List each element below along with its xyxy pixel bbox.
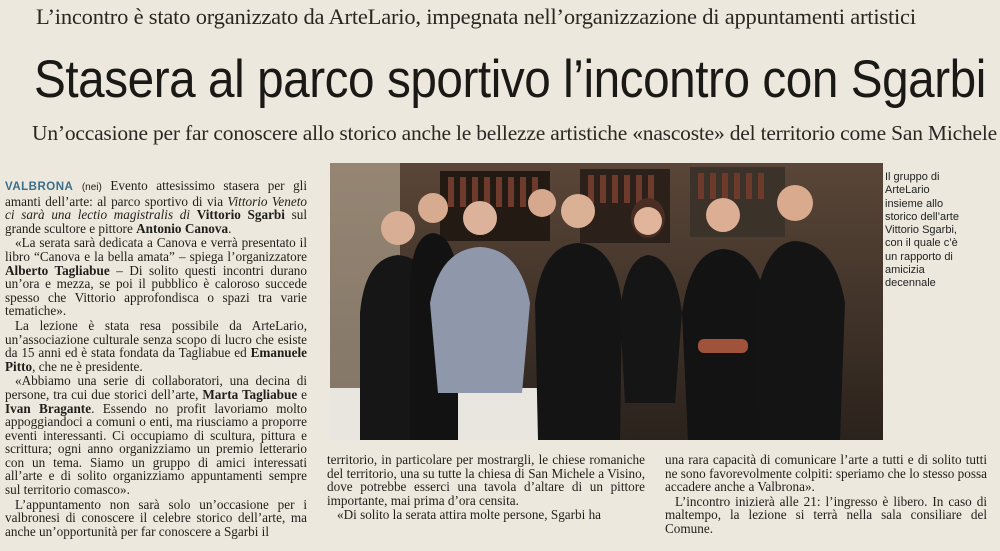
col1-paragraph-1 bbox=[5, 179, 307, 235]
col1-paragraph-3 bbox=[5, 319, 307, 373]
dateline-note: (nei) bbox=[81, 182, 102, 193]
photo-caption: Il gruppo di ArteLario insieme allo storico dell’arte Vittorio Sgarbi, con il quale c’è un rapporto di amicizia decennale bbox=[885, 171, 959, 290]
name-pitto: Emanuele Pitto bbox=[5, 345, 307, 374]
dateline-place: VALBRONA bbox=[5, 181, 74, 193]
text-run: Vittorio Veneto ci sarà una lectio magistralis di bbox=[5, 193, 307, 223]
col3-paragraph-2: L’incontro inizierà alle 21: l’ingresso è libero. In caso di maltempo, la lezione si terrà nella sala consiliare del Comune. bbox=[665, 493, 987, 536]
name-sgarbi: Vittorio Sgarbi bbox=[196, 207, 285, 223]
text-run: e bbox=[297, 386, 308, 402]
text-run: – Di solito questi incontri durano un’ora e mezza, se poi il pubblico è caloroso succede spesso che Vittorio approfondisca o spazi tra varie tematiche». bbox=[5, 262, 307, 319]
col2-paragraph-2: «Di solito la serata attira molte persone, Sgarbi ha bbox=[337, 507, 602, 523]
name-ivan: Ivan Bragante bbox=[5, 400, 92, 416]
group-photo bbox=[330, 163, 883, 440]
col1-paragraph-2 bbox=[5, 236, 307, 318]
headline: Stasera al parco sportivo l’incontro con Sgarbi bbox=[34, 50, 986, 109]
col1-paragraph-5: L’appuntamento non sarà solo un’occasione per i valbronesi di conoscere il celebre storico dell’arte, ma anche un’opportunità per far conoscere a Sgarbi il bbox=[5, 496, 307, 539]
subhead: Un’occasione per far conoscere allo storico anche le bellezze artistiche «nascoste» del territorio come San Michele bbox=[32, 121, 997, 145]
text-run: Evento attesissimo stasera per gli amanti dell’arte: al parco sportivo di via bbox=[5, 178, 307, 209]
col2-paragraph-1: territorio, in particolare per mostrargli, le chiese romaniche del territorio, una su tutte la chiesa di San Michele a Visino, dove potrebbe esserci una tavola d’altare di un pittore importante, mai prima d’ora censita. bbox=[327, 452, 645, 508]
col1-paragraph-4 bbox=[5, 374, 307, 496]
article-column-3 bbox=[665, 453, 987, 537]
text-run: «Abbiamo una serie di collaboratori, una decina di persone, tra cui due storici dell’arte, bbox=[5, 373, 307, 402]
text-run: . Essendo no profit lavoriamo molto appoggiandoci a comuni o enti, ma riusciamo a proporre eventi interessanti. Ci occupiamo di scultura, pittura e scrittura; ogni anno organizziamo un premio letterario con un tema. Siamo un gruppo di amici interessati all’arte e di solito organizziamo appuntamenti sempre sul territorio comasco». bbox=[5, 400, 307, 498]
kicker: L’incontro è stato organizzato da ArteLario, impegnata nell’organizzazione di appuntamenti artistici bbox=[36, 4, 916, 29]
name-canova: Antonio Canova bbox=[136, 220, 229, 236]
col3-paragraph-1: una rara capacità di comunicare l’arte a tutti e di solito tutti ne sono favorevolmente colpiti: speriamo che lo stesso possa accadere anche a Valbrona». bbox=[665, 452, 987, 495]
group-photo-illustration bbox=[330, 163, 883, 440]
text-run: «La serata sarà dedicata a Canova e verrà presentato il libro “Canova e la bella amata” – spiega l’organizzatore bbox=[5, 235, 307, 264]
text-run: La lezione è stata resa possibile da ArteLario, un’associazione culturale senza scopo di lucro che esiste da 15 anni ed è stata fondata da Tagliabue ed bbox=[5, 317, 307, 361]
text-run: , che ne è presidente. bbox=[32, 358, 143, 374]
article-column-2 bbox=[327, 453, 645, 523]
name-tagliabue: Alberto Tagliabue bbox=[5, 262, 110, 278]
name-marta: Marta Tagliabue bbox=[202, 386, 298, 402]
text-run: sul grande scultore e pittore bbox=[5, 207, 308, 236]
article-column-1 bbox=[5, 179, 307, 539]
text-run: . bbox=[228, 220, 232, 236]
